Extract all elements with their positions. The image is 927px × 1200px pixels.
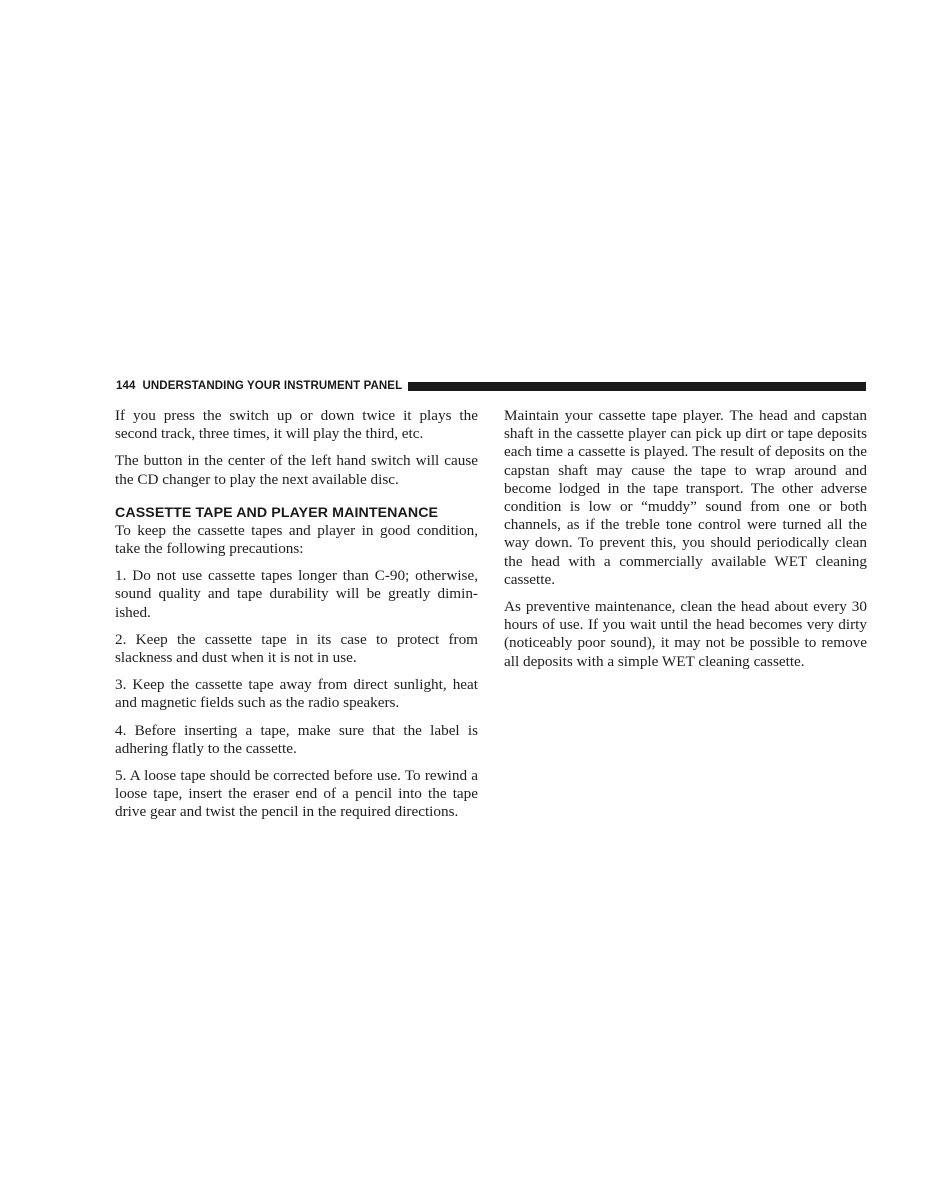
paragraph-center-button: The button in the center of the left hand switch will cause the CD changer to play the next available disc. [115, 452, 478, 488]
list-item: 3. Keep the cassette tape away from direct sunlight, heat and magnetic fields such as the radio speakers. [115, 676, 478, 712]
right-column [504, 407, 867, 680]
list-item: 4. Before inserting a tape, make sure that the label is adhering flatly to the cassette. [115, 721, 478, 757]
paragraph-precautions-intro: To keep the cassette tapes and player in good condition, take the following precautions: [115, 521, 478, 558]
section-title: UNDERSTANDING YOUR INSTRUMENT PANEL [142, 380, 403, 392]
running-head [116, 380, 402, 392]
page-number: 144 [116, 380, 136, 392]
list-item: 2. Keep the cassette tape in its case to protect from slackness and dust when it is not in use. [115, 630, 478, 667]
header-rule [408, 382, 866, 391]
section-heading: CASSETTE TAPE AND PLAYER MAINTENANCE [115, 504, 439, 521]
paragraph-switch-twice: If you press the switch up or down twice it plays the second track, three times, it will play the third, etc. [115, 407, 478, 443]
paragraph-preventive-maintenance: As preventive maintenance, clean the head about every 30 hours of use. If you wait until the head becomes very dirty (noticeably poor sound), it may not be possible to remove all deposits with a simple WET cleaning cassette. [504, 598, 867, 670]
list-item: 5. A loose tape should be corrected before use. To rewind a loose tape, insert the eraser end of a pencil into the tape drive gear and twist the pencil in the required directions. [115, 767, 478, 821]
left-column [115, 407, 478, 831]
paragraph-maintain-player: Maintain your cassette tape player. The head and capstan shaft in the cassette player can pick up dirt or tape deposits each time a cassette is played. The result of deposits on the capstan shaft may cause the tape to wrap around and become lodged in the tape transport. The other adverse condition is low or “muddy” sound from one or both channels, as if the treble tone control were turned all the way down. To prevent this, you should periodically clean the head with a commercially available WET cleaning cassette. [504, 407, 867, 588]
page-header [116, 378, 866, 394]
list-item: 1. Do not use cassette tapes longer than C-90; otherwise, sound quality and tape durability will be greatly dimin-ished. [115, 567, 478, 621]
